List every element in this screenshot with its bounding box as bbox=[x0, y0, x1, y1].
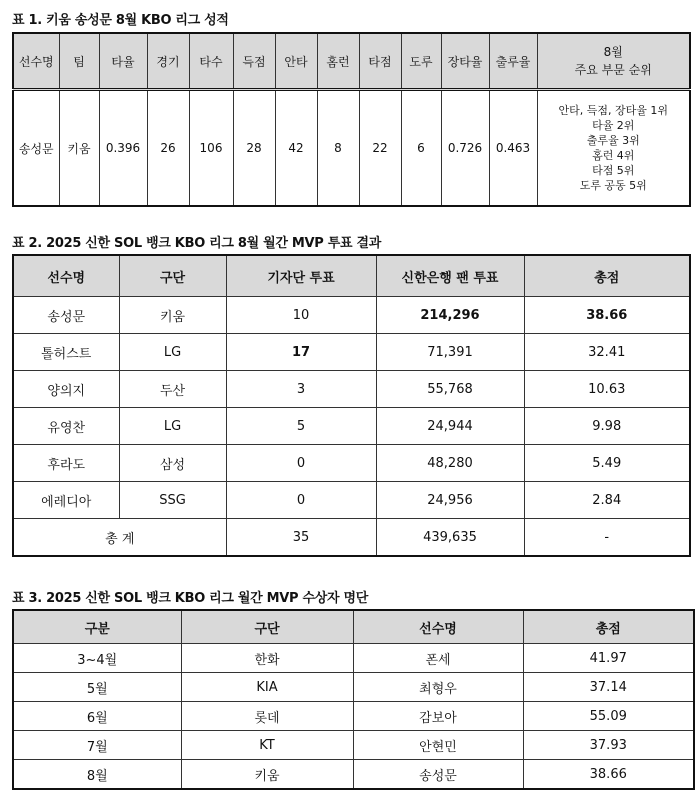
table-row bbox=[13, 731, 694, 760]
table2-cell: 0 bbox=[226, 482, 376, 519]
table3-cell: 감보아 bbox=[353, 702, 523, 731]
table-row bbox=[13, 760, 694, 790]
table1-cell: 0.463 bbox=[489, 90, 537, 207]
table1-rank-cell bbox=[537, 90, 690, 207]
table2-caption: 표 2. 2025 신한 SOL 뱅크 KBO 리그 8월 월간 MVP 투표 결과 bbox=[12, 236, 381, 251]
table1-cell: 28 bbox=[233, 90, 275, 207]
table3-mvp-winners bbox=[12, 609, 695, 790]
table3-header-cell: 구단 bbox=[181, 610, 353, 644]
rank-header-line: 주요 부문 순위 bbox=[574, 63, 652, 77]
table1-header-cell: 타점 bbox=[359, 33, 401, 90]
table2-cell: 0 bbox=[226, 445, 376, 482]
table1-cell: 키움 bbox=[59, 90, 99, 207]
rank-header-line: 8월 bbox=[603, 45, 623, 59]
table1-header-cell: 타율 bbox=[99, 33, 147, 90]
table2-header-row bbox=[13, 255, 690, 297]
table1-header-cell: 팀 bbox=[59, 33, 99, 90]
table1-header-cell: 장타율 bbox=[441, 33, 489, 90]
table2-header-cell: 기자단 투표 bbox=[226, 255, 376, 297]
table2-cell: 두산 bbox=[119, 371, 226, 408]
table2-cell: 24,944 bbox=[376, 408, 524, 445]
table1-cell: 송성문 bbox=[13, 90, 59, 207]
table1-header-cell: 경기 bbox=[147, 33, 189, 90]
table3-cell: 키움 bbox=[181, 760, 353, 790]
table3-cell: 41.97 bbox=[523, 644, 694, 673]
table2-cell: 유영찬 bbox=[13, 408, 119, 445]
table2-total-row bbox=[13, 519, 690, 557]
table3-header-cell: 총점 bbox=[523, 610, 694, 644]
table2-cell: 32.41 bbox=[524, 334, 690, 371]
rank-line: 타점 5위 bbox=[592, 164, 635, 177]
table3-cell: 37.14 bbox=[523, 673, 694, 702]
table1-data-row bbox=[13, 90, 690, 207]
table1-cell: 22 bbox=[359, 90, 401, 207]
table2-header-cell: 선수명 bbox=[13, 255, 119, 297]
table2-cell: 48,280 bbox=[376, 445, 524, 482]
table2-cell: 9.98 bbox=[524, 408, 690, 445]
table2-cell: 38.66 bbox=[524, 297, 690, 334]
table3-cell: 한화 bbox=[181, 644, 353, 673]
table2-header-cell: 총점 bbox=[524, 255, 690, 297]
table2-cell: 10.63 bbox=[524, 371, 690, 408]
table1-cell: 26 bbox=[147, 90, 189, 207]
table2-cell: 에레디아 bbox=[13, 482, 119, 519]
table1-season-stats bbox=[12, 32, 691, 207]
table3-header-cell: 선수명 bbox=[353, 610, 523, 644]
table-row bbox=[13, 482, 690, 519]
rank-line: 안타, 득점, 장타율 1위 bbox=[558, 104, 668, 117]
table2-cell: LG bbox=[119, 334, 226, 371]
table1-header-cell: 출루율 bbox=[489, 33, 537, 90]
rank-line: 홈런 4위 bbox=[592, 149, 635, 162]
table2-cell: 키움 bbox=[119, 297, 226, 334]
table3-cell: KIA bbox=[181, 673, 353, 702]
table3-header-row bbox=[13, 610, 694, 644]
table-row bbox=[13, 371, 690, 408]
table3-cell: 안현민 bbox=[353, 731, 523, 760]
table3-cell: 롯데 bbox=[181, 702, 353, 731]
table2-cell: 17 bbox=[226, 334, 376, 371]
table-row bbox=[13, 408, 690, 445]
table1-cell: 42 bbox=[275, 90, 317, 207]
table2-cell: 톨허스트 bbox=[13, 334, 119, 371]
table1-cell: 0.726 bbox=[441, 90, 489, 207]
table1-header-cell: 홈런 bbox=[317, 33, 359, 90]
table2-cell: 2.84 bbox=[524, 482, 690, 519]
table2-cell: 5 bbox=[226, 408, 376, 445]
table-row bbox=[13, 673, 694, 702]
rank-line: 도루 공동 5위 bbox=[579, 179, 647, 192]
table1-cell: 106 bbox=[189, 90, 233, 207]
table3-cell: 최형우 bbox=[353, 673, 523, 702]
table3-cell: 3~4월 bbox=[13, 644, 181, 673]
table2-cell: 후라도 bbox=[13, 445, 119, 482]
table3-cell: 38.66 bbox=[523, 760, 694, 790]
table2-cell: LG bbox=[119, 408, 226, 445]
table2-header-cell: 신한은행 팬 투표 bbox=[376, 255, 524, 297]
table3-cell: 폰세 bbox=[353, 644, 523, 673]
table3-header-cell: 구분 bbox=[13, 610, 181, 644]
table3-cell: KT bbox=[181, 731, 353, 760]
table-row bbox=[13, 644, 694, 673]
table3-cell: 37.93 bbox=[523, 731, 694, 760]
table2-cell: 5.49 bbox=[524, 445, 690, 482]
table2-cell: SSG bbox=[119, 482, 226, 519]
table1-cell: 6 bbox=[401, 90, 441, 207]
table1-header-cell: 안타 bbox=[275, 33, 317, 90]
table2-cell: 송성문 bbox=[13, 297, 119, 334]
table3-cell: 5월 bbox=[13, 673, 181, 702]
table1-header-cell: 타수 bbox=[189, 33, 233, 90]
rank-line: 출루율 3위 bbox=[586, 134, 640, 147]
table-row bbox=[13, 334, 690, 371]
table1-cell: 8 bbox=[317, 90, 359, 207]
table2-header-cell: 구단 bbox=[119, 255, 226, 297]
table1-header-cell: 득점 bbox=[233, 33, 275, 90]
rank-line: 타율 2위 bbox=[592, 119, 635, 132]
table1-header-cell: 선수명 bbox=[13, 33, 59, 90]
table1-caption: 표 1. 키움 송성문 8월 KBO 리그 성적 bbox=[12, 13, 229, 28]
table1-rank-header bbox=[537, 33, 690, 90]
table2-cell: 55,768 bbox=[376, 371, 524, 408]
table-row bbox=[13, 702, 694, 731]
total-fan: 439,635 bbox=[376, 519, 524, 557]
table3-cell: 6월 bbox=[13, 702, 181, 731]
table3-cell: 8월 bbox=[13, 760, 181, 790]
table2-cell: 양의지 bbox=[13, 371, 119, 408]
total-score: - bbox=[524, 519, 690, 557]
table2-cell: 삼성 bbox=[119, 445, 226, 482]
table2-mvp-votes bbox=[12, 254, 691, 557]
table-row bbox=[13, 445, 690, 482]
total-press: 35 bbox=[226, 519, 376, 557]
table3-cell: 7월 bbox=[13, 731, 181, 760]
table3-cell: 송성문 bbox=[353, 760, 523, 790]
table1-cell: 0.396 bbox=[99, 90, 147, 207]
table2-cell: 214,296 bbox=[376, 297, 524, 334]
table1-header-cell: 도루 bbox=[401, 33, 441, 90]
table3-caption: 표 3. 2025 신한 SOL 뱅크 KBO 리그 월간 MVP 수상자 명단 bbox=[12, 591, 369, 606]
table2-cell: 71,391 bbox=[376, 334, 524, 371]
table1-header-row bbox=[13, 33, 690, 90]
table2-cell: 24,956 bbox=[376, 482, 524, 519]
total-label: 총 계 bbox=[13, 519, 226, 557]
table2-cell: 10 bbox=[226, 297, 376, 334]
table-row bbox=[13, 297, 690, 334]
table3-cell: 55.09 bbox=[523, 702, 694, 731]
table2-cell: 3 bbox=[226, 371, 376, 408]
